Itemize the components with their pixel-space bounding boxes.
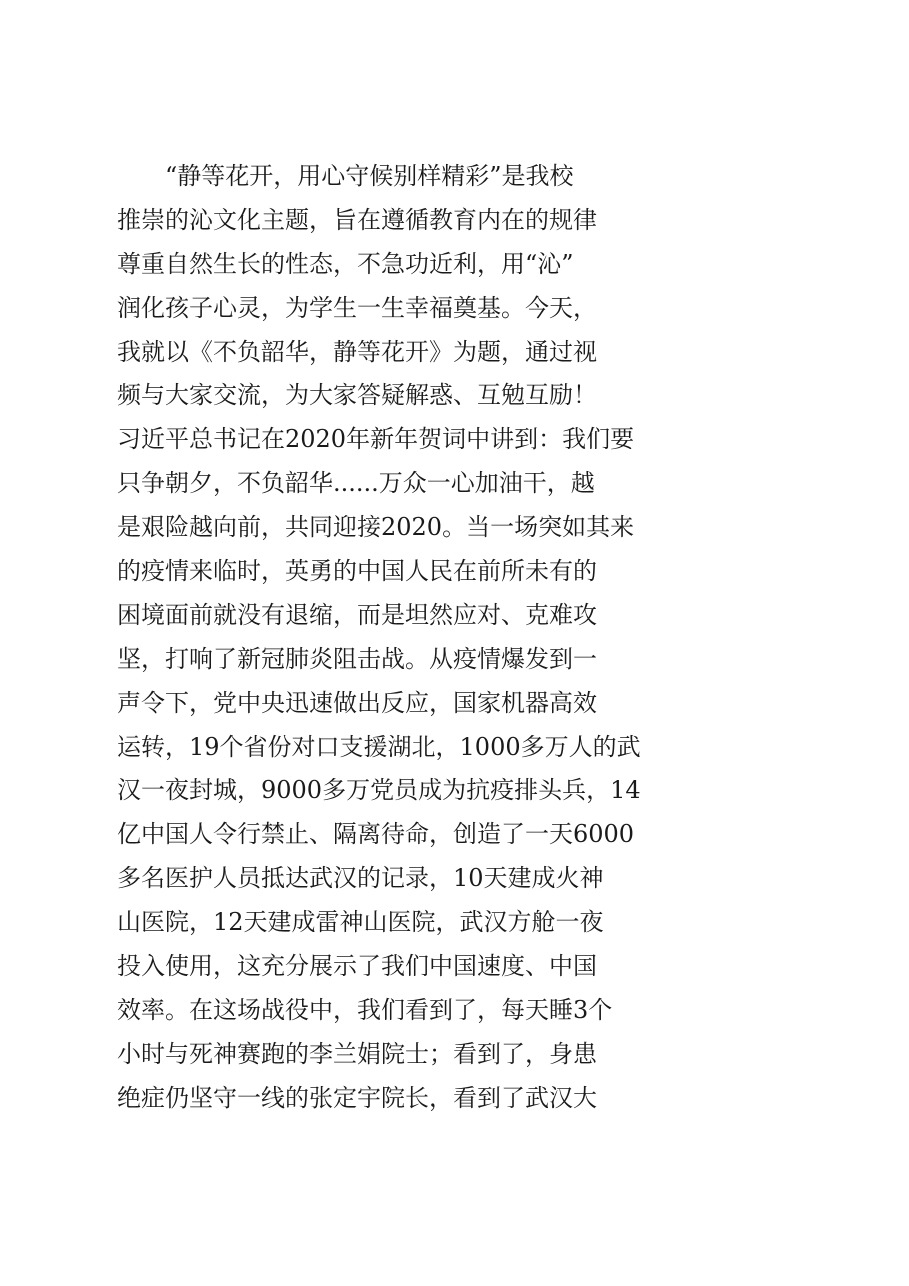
text-line-4 — [117, 287, 797, 331]
text-line-content: 绝症仍坚守一线的张定宇院长，看到了武汉大 — [117, 1083, 597, 1112]
text-line-15 — [117, 769, 797, 813]
text-line-content: “静等花开，用心守候别样精彩”是我校 — [117, 162, 574, 190]
text-line-17 — [117, 857, 797, 901]
text-line-content: 是艰险越向前，共同迎接2020。当一场突如其来 — [117, 513, 635, 542]
text-line-5 — [117, 331, 797, 375]
text-line-19 — [117, 945, 797, 989]
text-line-8 — [117, 462, 797, 506]
text-line-content: 运转，19个省份对口支援湖北，1000多万人的武 — [117, 732, 641, 761]
text-line-21 — [117, 1033, 797, 1077]
text-line-content: 山医院，12天建成雷神山医院，武汉方舱一夜 — [117, 908, 604, 937]
text-line-11 — [117, 594, 797, 638]
text-line-6 — [117, 374, 797, 418]
text-line-22 — [117, 1077, 797, 1121]
text-line-content: 声令下，党中央迅速做出反应，国家机器高效 — [117, 688, 597, 717]
text-line-content: 的疫情来临时，英勇的中国人民在前所未有的 — [117, 557, 597, 586]
text-line-content: 小时与死神赛跑的李兰娟院士；看到了，身患 — [117, 1039, 597, 1068]
text-line-content: 困境面前就没有退缩，而是坦然应对、克难攻 — [117, 600, 597, 629]
text-line-10 — [117, 550, 797, 594]
text-line-2 — [117, 199, 797, 243]
text-line-content: 多名医护人员抵达武汉的记录，10天建成火神 — [117, 864, 604, 893]
text-line-content: 汉一夜封城，9000多万党员成为抗疫排头兵，14 — [117, 776, 641, 805]
text-line-20 — [117, 989, 797, 1033]
text-line-content: 尊重自然生长的性态，不急功近利，用“沁” — [117, 249, 574, 278]
text-line-9 — [117, 506, 797, 550]
text-line-content: 效率。在这场战役中，我们看到了，每天睡3个 — [117, 995, 613, 1024]
text-line-3 — [117, 243, 797, 287]
text-line-content: 我就以《不负韶华，静等花开》为题，通过视 — [117, 337, 597, 366]
text-line-content: 推崇的沁文化主题，旨在遵循教育内在的规律 — [117, 205, 597, 234]
text-line-content: 亿中国人令行禁止、隔离待命，创造了一天6000 — [117, 820, 635, 849]
text-line-content: 投入使用，这充分展示了我们中国速度、中国 — [117, 952, 597, 981]
text-line-content: 润化孩子心灵，为学生一生幸福奠基。今天， — [117, 293, 597, 322]
text-line-18 — [117, 901, 797, 945]
text-line-16 — [117, 813, 797, 857]
text-line-content: 只争朝夕，不负韶华......万众一心加油干，越 — [117, 469, 595, 498]
text-line-1 — [117, 155, 797, 199]
text-line-content: 坚，打响了新冠肺炎阻击战。从疫情爆发到一 — [117, 644, 597, 673]
text-line-7 — [117, 418, 797, 462]
text-line-content: 频与大家交流，为大家答疑解惑、互勉互励！ — [117, 381, 597, 410]
text-line-13 — [117, 682, 797, 726]
text-line-14 — [117, 726, 797, 770]
text-line-content: 习近平总书记在2020年新年贺词中讲到：我们要 — [117, 425, 635, 454]
text-line-12 — [117, 638, 797, 682]
body-text — [117, 155, 797, 1121]
